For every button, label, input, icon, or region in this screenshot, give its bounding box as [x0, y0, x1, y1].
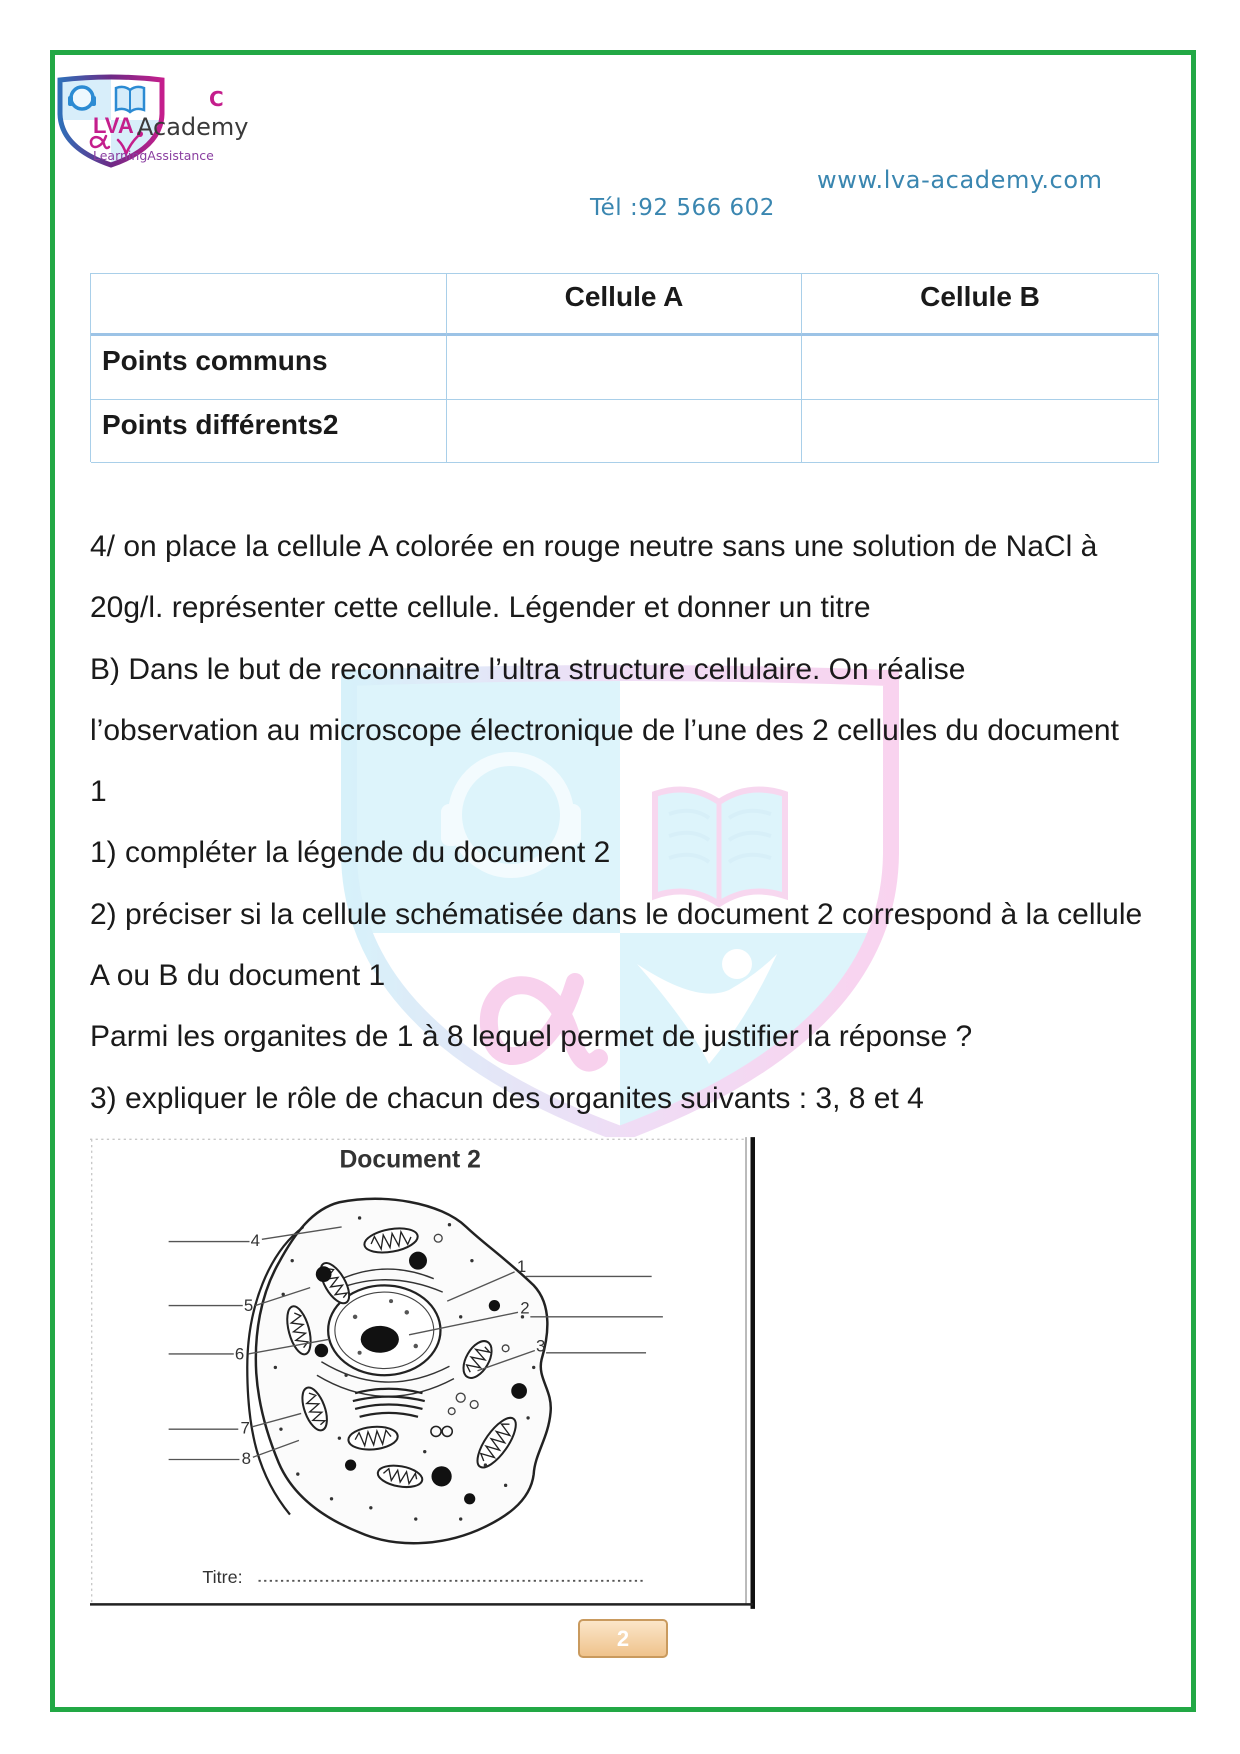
question-3: 3) expliquer le rôle de chacun des organites suivants : 3, 8 et 4 — [90, 1081, 924, 1115]
diagram-label-2: 2 — [520, 1298, 530, 1318]
table-cell-differents-a[interactable] — [447, 400, 802, 463]
diagram-label-3: 3 — [535, 1336, 546, 1356]
comparison-table — [90, 273, 1158, 462]
diagram-label-1: 1 — [516, 1256, 527, 1276]
text-line: 1 — [90, 775, 107, 809]
diagram-label-4: 4 — [250, 1231, 260, 1251]
phone-number: Tél :92 566 602 — [590, 195, 775, 221]
text-line: 20g/l. représenter cette cellule. Légender et donner un titre — [90, 591, 871, 625]
question-1: 1) compléter la légende du document 2 — [90, 836, 611, 870]
diagram-label-5: 5 — [243, 1296, 254, 1316]
table-cell-differents-b[interactable] — [802, 400, 1159, 463]
logo-tagline: LearningAssistance — [93, 148, 214, 163]
table-cell-communs-a[interactable] — [447, 336, 802, 400]
question-2: 2) préciser si la cellule schématisée dans le document 2 correspond à la cellule — [90, 897, 1143, 931]
logo-lettering: LVA — [93, 113, 134, 138]
text-line: B) Dans le but de reconnaitre l’ultra structure cellulaire. On réalise — [90, 652, 966, 686]
table-header-cellule-a: Cellule A — [447, 274, 802, 336]
diagram-label-7: 7 — [240, 1418, 250, 1438]
table-header-empty — [91, 274, 447, 336]
row-label-points-differents: Points différents2 — [91, 400, 447, 463]
exercise-text — [90, 516, 1180, 1129]
text-line: A ou B du document 1 — [90, 959, 386, 993]
document-2-cell-diagram — [90, 1137, 755, 1609]
diagram-titre-label: Titre: — [202, 1567, 243, 1588]
document-2-title: Document 2 — [339, 1146, 481, 1174]
logo-c-letter: C — [209, 87, 224, 111]
table-cell-communs-b[interactable] — [802, 336, 1159, 400]
logo-academy-text: Academy — [137, 113, 249, 141]
website-link[interactable]: www.lva-academy.com — [817, 166, 1103, 194]
diagram-label-8: 8 — [241, 1448, 252, 1468]
text-line: l’observation au microscope électronique de l’une des 2 cellules du document — [90, 713, 1119, 747]
diagram-label-6: 6 — [234, 1344, 245, 1364]
text-line: 4/ on place la cellule A colorée en rouge neutre sans une solution de NaCl à — [90, 530, 1098, 563]
table-header-cellule-b: Cellule B — [802, 274, 1159, 336]
text-line: Parmi les organites de 1 à 8 lequel permet de justifier la réponse ? — [90, 1020, 973, 1054]
page-number-badge: 2 — [578, 1619, 668, 1658]
row-label-points-communs: Points communs — [91, 336, 447, 400]
